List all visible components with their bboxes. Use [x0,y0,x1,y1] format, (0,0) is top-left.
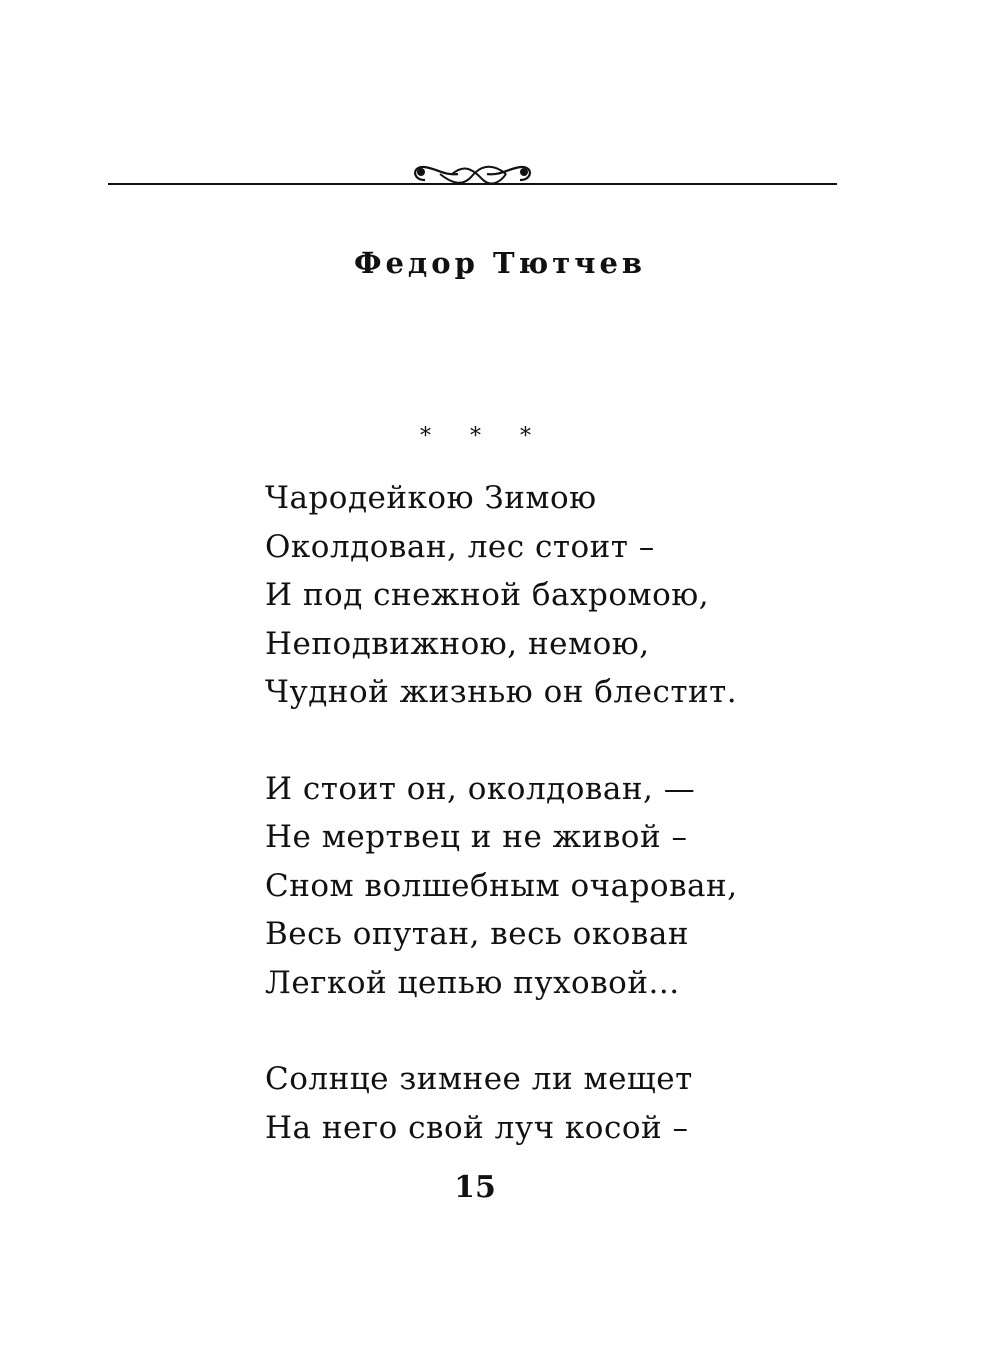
header-ornament-divider [0,150,1000,200]
poem-line: Чародейкою Зимою [265,480,597,516]
poem-line: И под снежной бахромою, [265,577,710,613]
poem-body [265,474,885,1200]
poem-line: Легкой цепью пуховой... [265,964,680,1001]
poem-separator: * * * [420,424,547,449]
author-name: Федор Тютчев [353,246,647,280]
poem-line: Весь опутан, весь окован [265,916,689,952]
page-number: 15 [454,1170,496,1205]
stanza-2 [265,765,885,1008]
poem-line: Не мертвец и не живой – [265,819,688,855]
poem-line: И стоит он, околдован, — [265,770,696,807]
poem-line: Сном волшебным очарован, [265,867,738,904]
poem-line: Околдован, лес стоит – [265,528,655,565]
poem-line: Неподвижною, немою, [265,625,650,662]
stanza-1 [265,474,885,717]
poem-line: Солнце зимнее ли мещет [265,1061,693,1097]
stanza-3 [265,1055,885,1152]
poem-line: На него свой луч косой – [265,1109,689,1146]
poem-line: Чудной жизнью он блестит. [265,674,738,710]
